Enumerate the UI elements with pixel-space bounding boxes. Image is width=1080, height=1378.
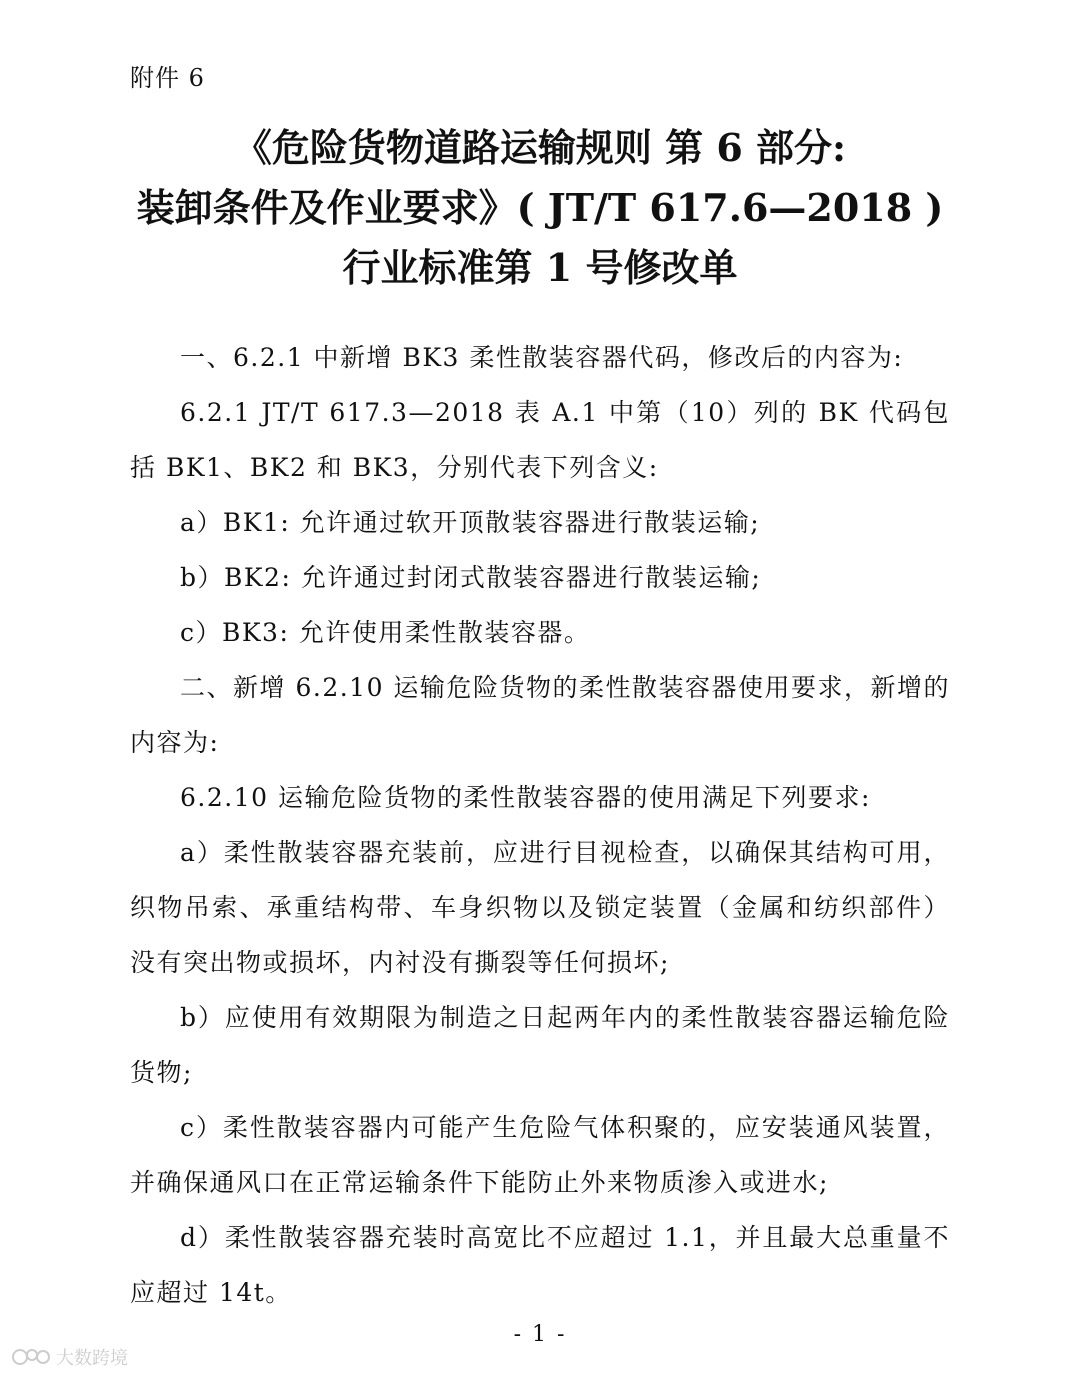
paragraph-section-1-heading: 一、6.2.1 中新增 BK3 柔性散装容器代码，修改后的内容为: bbox=[180, 343, 904, 372]
paragraph-6-2-10: 6.2.10 运输危险货物的柔性散装容器的使用满足下列要求: bbox=[180, 783, 871, 812]
paragraph-bk1: a）BK1: 允许通过软开顶散装容器进行散装运输; bbox=[180, 508, 761, 537]
watermark-text: 大数跨境 bbox=[56, 1348, 128, 1369]
paragraph-bk2: b）BK2: 允许通过封闭式散装容器进行散装运输; bbox=[180, 563, 762, 592]
paragraph-requirement-d: d）柔性散装容器充装时高宽比不应超过 1.1，并且最大总重量不应超过 14t。 bbox=[130, 1223, 950, 1307]
watermark bbox=[10, 1344, 128, 1370]
document-title bbox=[60, 118, 1020, 298]
paragraph-6-2-1: 6.2.1 JT/T 617.3—2018 表 A.1 中第（10）列的 BK 代码包括 BK1、BK2 和 BK3，分别代表下列含义: bbox=[130, 398, 950, 482]
watermark-logo-icon bbox=[10, 1344, 52, 1370]
title-line-1: 《危险货物道路运输规则 第 6 部分: bbox=[233, 125, 847, 170]
attachment-label: 附件 6 bbox=[130, 64, 205, 92]
document-body bbox=[130, 330, 950, 1320]
paragraph-requirement-c: c）柔性散装容器内可能产生危险气体积聚的，应安装通风装置，并确保通风口在正常运输条件下能防止外来物质渗入或进水; bbox=[130, 1113, 950, 1197]
paragraph-requirement-b: b）应使用有效期限为制造之日起两年内的柔性散装容器运输危险货物; bbox=[130, 1003, 950, 1087]
paragraph-bk3: c）BK3: 允许使用柔性散装容器。 bbox=[180, 618, 591, 647]
title-line-2: 装卸条件及作业要求》( JT/T 617.6—2018 ) bbox=[136, 185, 944, 230]
title-line-3: 行业标准第 1 号修改单 bbox=[342, 245, 738, 290]
page-number: - 1 - bbox=[513, 1322, 567, 1347]
paragraph-section-2-heading: 二、新增 6.2.10 运输危险货物的柔性散装容器使用要求，新增的内容为: bbox=[130, 673, 950, 757]
paragraph-requirement-a: a）柔性散装容器充装前，应进行目视检查，以确保其结构可用，织物吊索、承重结构带、车身织物以及锁定装置（金属和纺织部件）没有突出物或损坏，内衬没有撕裂等任何损坏; bbox=[130, 838, 950, 977]
